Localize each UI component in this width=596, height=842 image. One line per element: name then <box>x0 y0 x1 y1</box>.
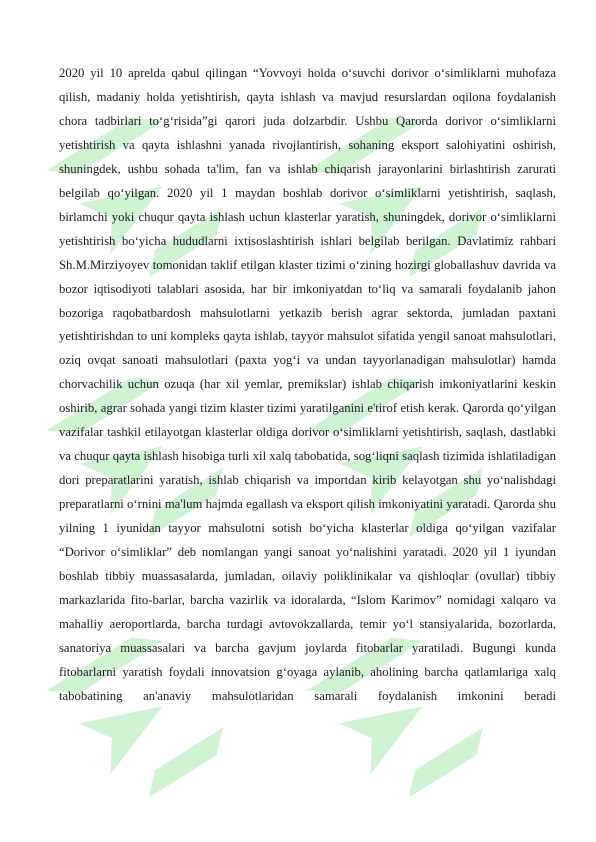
body-paragraph: 2020 yil 10 aprelda qabul qilingan “Yovvoyi holda o‘suvchi dorivor o‘simliklarni muhofaza qilish, madaniy holda yetishtirish, qayta ishlash va mavjud resurslardan oqilona foydalanish chora tadbirlari to‘g‘risida”gi qarori juda dolzarbdir. Ushbu Qarorda dorivor o‘simliklarni yetishtirish va qayta ishlashni yanada rivojlantirish, sohaning eksport salohiyatini oshirish, shuningdek, ushbu sohada ta'lim, fan va ishlab chiqarish jarayonlarini birlashtirish zarurati belgilab qo‘yilgan. 2020 yil 1 maydan boshlab dorivor o‘simliklarni yetishtirish, saqlash, birlamchi yoki chuqur qayta ishlash uchun klasterlar yaratish, shuningdek, dorivor o‘simliklarni yetishtirish bo‘yicha hududlarni ixtisoslashtirish ishlari belgilab berilgan. Davlatimiz rahbari Sh.M.Mirziyoyev tomonidan taklif etilgan klaster tizimi o‘zining hozirgi globallashuv davrida va bozor iqtisodiyoti talablari asosida, har bir imkoniyatdan to‘liq va samarali foydalanib jahon bozoriga raqobatbardosh mahsulotlarni yetkazib berish agrar sektorda, jumladan paxtani yetishtirishdan to uni kompleks qayta ishlab, tayyor mahsulot sifatida yengil sanoat mahsulotlari, oziq ovqat sanoati mahsulotlari (paxta yog‘i va undan tayyorlanadigan mahsulotlar) hamda chorvachilik uchun ozuqa (har xil yemlar, premikslar) ishlab chiqarish imkoniyatlarini keskin oshirib, agrar sohada yangi tizim klaster tizimi yaratilganini e'tirof etish kerak. Qarorda qo‘yilgan vazifalar tashkil etilayotgan klasterlar oldiga dorivor o‘simliklarni yetishtirish, saqlash, dastlabki va chuqur qayta ishlash hisobiga turli xil xalq tabobatida, sog‘liqni saqlash tizimida ishlatiladigan dori preparatlarini yaratish, ishlab chiqarish va importdan kirib kelayotgan shu yo‘nalishdagi preparatlarni o‘rnini ma'lum hajmda egallash va eksport qilish imkoniyatini yaratadi. Qarorda shu yilning 1 iyunidan tayyor mahsulotni sotish bo‘yicha klasterlar oldiga qo‘yilgan vazifalar “Dorivor o‘simliklar” deb nomlangan yangi sanoat yo‘nalishini yaratadi. 2020 yil 1 iyundan boshlab tibbiy muassasalarda, jumladan, oilaviy poliklinikalar va qishloqlar (ovullar) tibbiy markazlarida fito-barlar, barcha vazirlik va idoralarda, “Islom Karimov” nomidagi xalqaro va mahalliy aeroportlarda, barcha turdagi avtovokzallarda, temir yo‘l stansiyalarida, bozorlarda, sanatoriya muassasalari va barcha gavjum joylarda fitobarlar yaratiladi. Bugungi kunda fitobarlarni yaratish foydali innovatsion g‘oyaga aylanib, aholining barcha qatlamlariga xalq tabobatining an'anaviy mahsulotlaridan samarali foydalanish imkonini beradi <box>59 66 556 703</box>
